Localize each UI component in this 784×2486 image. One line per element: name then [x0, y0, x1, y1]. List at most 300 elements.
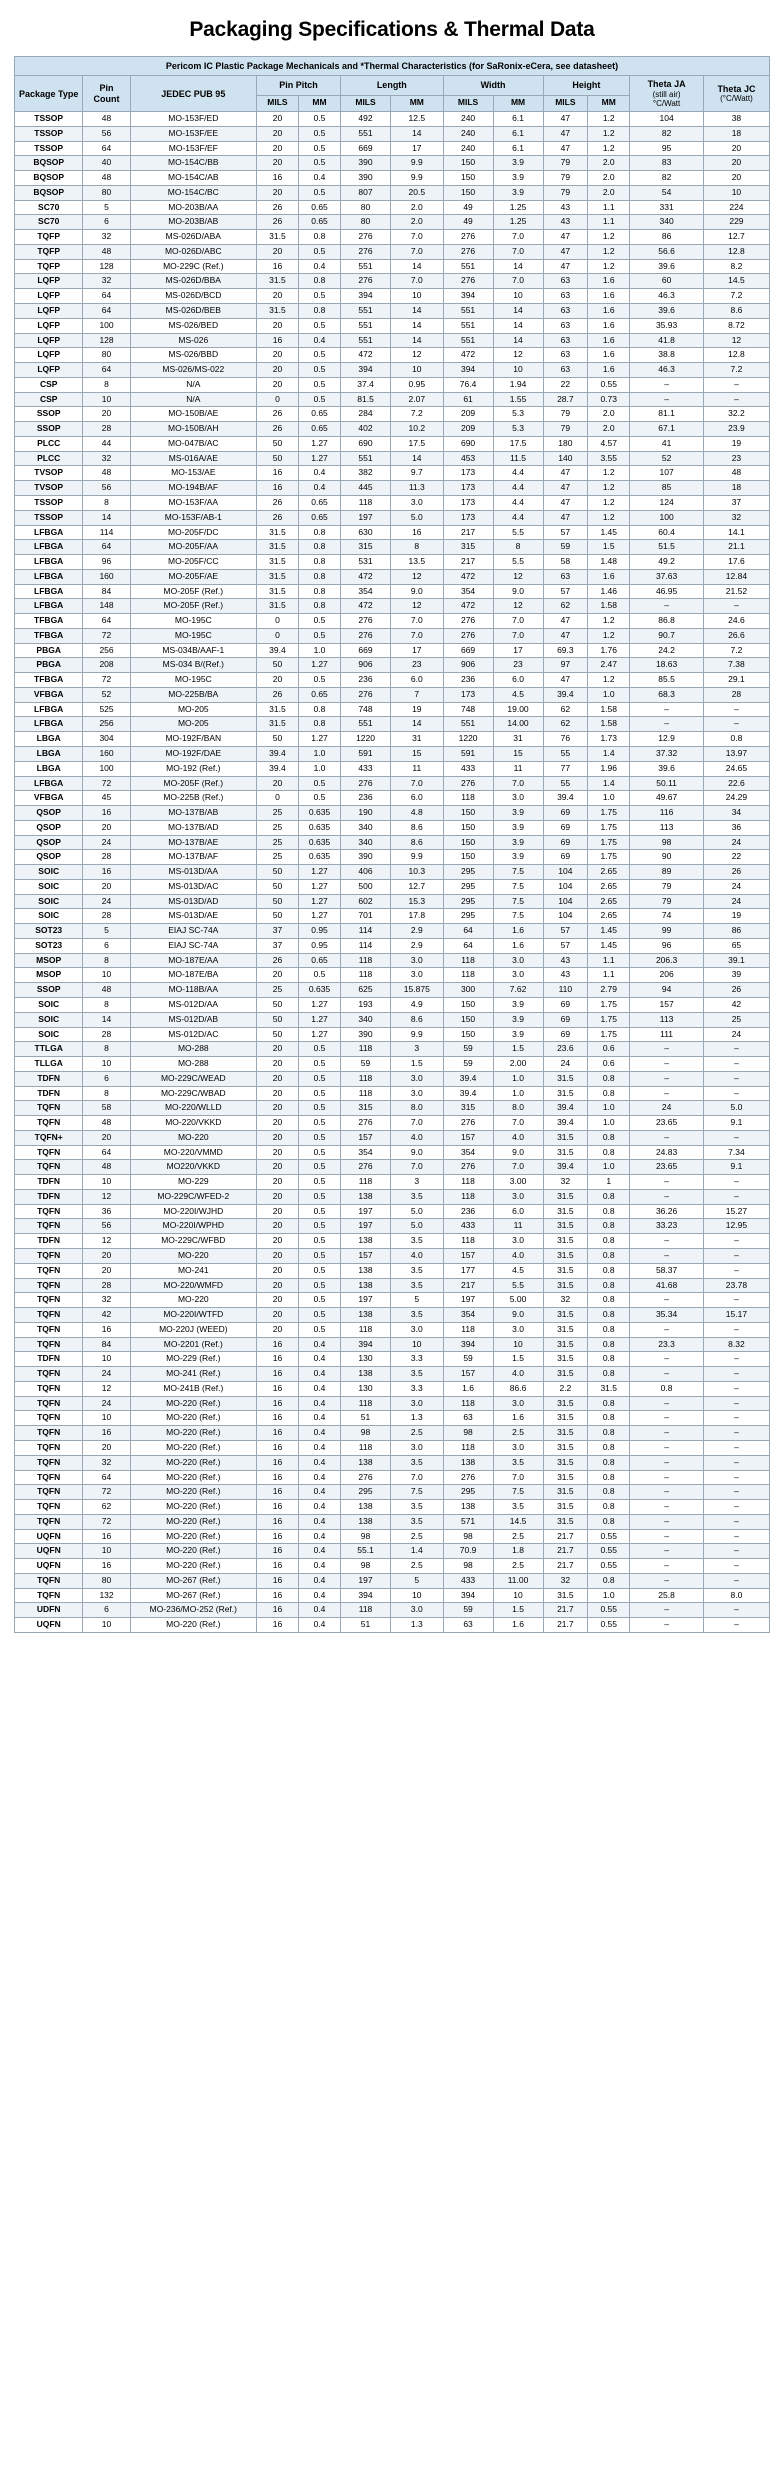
cell-theta-ja: –	[630, 1293, 704, 1308]
cell-pitch-mm: 0.8	[298, 569, 340, 584]
cell-jedec: MO-026D/ABC	[130, 244, 256, 259]
subheader-height-mils: MILS	[543, 95, 588, 111]
cell-theta-ja: 90	[630, 850, 704, 865]
cell-length-mm: 7.0	[391, 628, 444, 643]
cell-length-mils: 197	[341, 510, 391, 525]
cell-height-mils: 47	[543, 126, 588, 141]
cell-width-mils: 63	[443, 1618, 493, 1633]
cell-pin-count: 24	[83, 835, 130, 850]
cell-height-mm: 0.8	[588, 1426, 630, 1441]
cell-theta-ja: 46.3	[630, 363, 704, 378]
cell-jedec: MO-205F/AA	[130, 540, 256, 555]
cell-pitch-mm: 0.5	[298, 185, 340, 200]
cell-length-mm: 7.0	[391, 776, 444, 791]
cell-pin-count: 28	[83, 1027, 130, 1042]
cell-height-mm: 1.1	[588, 215, 630, 230]
cell-width-mils: 906	[443, 658, 493, 673]
cell-width-mm: 14.00	[493, 717, 543, 732]
cell-theta-ja: –	[630, 1175, 704, 1190]
cell-pitch-mils: 16	[256, 466, 298, 481]
cell-width-mils: 236	[443, 1204, 493, 1219]
cell-pin-count: 160	[83, 746, 130, 761]
cell-width-mm: 12	[493, 599, 543, 614]
cell-theta-ja: 81.1	[630, 407, 704, 422]
cell-pitch-mils: 20	[256, 1293, 298, 1308]
cell-height-mils: 62	[543, 702, 588, 717]
cell-jedec: MO-195C	[130, 628, 256, 643]
cell-height-mils: 47	[543, 230, 588, 245]
cell-pitch-mm: 0.8	[298, 230, 340, 245]
cell-pin-count: 148	[83, 599, 130, 614]
cell-theta-ja: 33.23	[630, 1219, 704, 1234]
cell-pitch-mm: 0.4	[298, 466, 340, 481]
cell-theta-jc: –	[703, 1529, 769, 1544]
cell-length-mm: 8.6	[391, 820, 444, 835]
cell-pitch-mm: 1.27	[298, 909, 340, 924]
cell-theta-ja: 206.3	[630, 953, 704, 968]
cell-pin-count: 64	[83, 540, 130, 555]
cell-pitch-mm: 0.4	[298, 1573, 340, 1588]
cell-theta-ja: 41.68	[630, 1278, 704, 1293]
cell-jedec: MS-026D/ABA	[130, 230, 256, 245]
cell-pin-count: 80	[83, 185, 130, 200]
cell-theta-jc: 23	[703, 451, 769, 466]
cell-length-mils: 118	[341, 1042, 391, 1057]
cell-pin-count: 32	[83, 230, 130, 245]
cell-width-mm: 12	[493, 569, 543, 584]
cell-theta-ja: 157	[630, 998, 704, 1013]
cell-length-mm: 3.0	[391, 1440, 444, 1455]
cell-height-mm: 1.45	[588, 938, 630, 953]
cell-pitch-mm: 0.4	[298, 1455, 340, 1470]
cell-length-mm: 14	[391, 451, 444, 466]
cell-height-mils: 31.5	[543, 1455, 588, 1470]
cell-package-type: CSP	[15, 377, 83, 392]
cell-pitch-mils: 16	[256, 1352, 298, 1367]
cell-height-mils: 47	[543, 141, 588, 156]
cell-length-mm: 1.4	[391, 1544, 444, 1559]
table-row	[15, 555, 770, 570]
table-header	[15, 57, 770, 112]
cell-pin-count: 8	[83, 953, 130, 968]
cell-height-mils: 21.7	[543, 1544, 588, 1559]
cell-theta-ja: 46.3	[630, 289, 704, 304]
cell-pin-count: 32	[83, 451, 130, 466]
cell-length-mm: 7.0	[391, 614, 444, 629]
cell-width-mils: 98	[443, 1559, 493, 1574]
cell-width-mm: 5.3	[493, 407, 543, 422]
cell-height-mm: 0.8	[588, 1189, 630, 1204]
cell-width-mm: 3.9	[493, 835, 543, 850]
cell-package-type: LFBGA	[15, 717, 83, 732]
cell-width-mm: 3.9	[493, 820, 543, 835]
cell-theta-ja: –	[630, 702, 704, 717]
cell-pin-count: 208	[83, 658, 130, 673]
cell-length-mm: 6.0	[391, 791, 444, 806]
cell-height-mils: 31.5	[543, 1234, 588, 1249]
cell-pitch-mm: 0.4	[298, 1396, 340, 1411]
cell-theta-jc: 12.7	[703, 230, 769, 245]
cell-pin-count: 256	[83, 643, 130, 658]
cell-theta-jc: 38	[703, 112, 769, 127]
cell-length-mm: 10.3	[391, 865, 444, 880]
cell-length-mils: 138	[341, 1514, 391, 1529]
cell-width-mils: 1.6	[443, 1381, 493, 1396]
cell-length-mils: 51	[341, 1618, 391, 1633]
cell-pitch-mm: 0.5	[298, 244, 340, 259]
header-pin-count: Pin Count	[83, 76, 130, 112]
cell-theta-ja: 23.65	[630, 1116, 704, 1131]
cell-theta-jc: –	[703, 702, 769, 717]
table-row	[15, 717, 770, 732]
cell-height-mils: 69	[543, 835, 588, 850]
cell-jedec: MO-236/MO-252 (Ref.)	[130, 1603, 256, 1618]
cell-height-mm: 1.6	[588, 318, 630, 333]
cell-width-mils: 150	[443, 185, 493, 200]
cell-pitch-mils: 20	[256, 1308, 298, 1323]
cell-length-mm: 3.5	[391, 1367, 444, 1382]
cell-length-mils: 354	[341, 584, 391, 599]
cell-pitch-mils: 20	[256, 348, 298, 363]
cell-width-mm: 31	[493, 732, 543, 747]
cell-length-mils: 551	[341, 333, 391, 348]
cell-height-mils: 47	[543, 628, 588, 643]
cell-height-mm: 1.75	[588, 820, 630, 835]
cell-pin-count: 84	[83, 584, 130, 599]
cell-pitch-mils: 0	[256, 392, 298, 407]
cell-width-mm: 4.0	[493, 1367, 543, 1382]
cell-pitch-mm: 0.5	[298, 968, 340, 983]
cell-length-mm: 23	[391, 658, 444, 673]
cell-height-mils: 43	[543, 215, 588, 230]
cell-pitch-mils: 16	[256, 171, 298, 186]
cell-width-mils: 150	[443, 1027, 493, 1042]
cell-width-mils: 197	[443, 1293, 493, 1308]
cell-theta-jc: 23.9	[703, 422, 769, 437]
cell-theta-jc: –	[703, 1057, 769, 1072]
cell-height-mils: 63	[543, 289, 588, 304]
cell-pin-count: 48	[83, 983, 130, 998]
cell-width-mils: 315	[443, 1101, 493, 1116]
cell-length-mils: 236	[341, 791, 391, 806]
cell-pin-count: 10	[83, 392, 130, 407]
cell-height-mils: 31.5	[543, 1470, 588, 1485]
cell-width-mils: 138	[443, 1455, 493, 1470]
cell-width-mm: 3.0	[493, 1189, 543, 1204]
cell-pitch-mils: 31.5	[256, 717, 298, 732]
cell-theta-ja: –	[630, 1234, 704, 1249]
cell-height-mils: 63	[543, 348, 588, 363]
cell-length-mils: 906	[341, 658, 391, 673]
cell-pin-count: 64	[83, 1145, 130, 1160]
cell-length-mils: 315	[341, 540, 391, 555]
cell-pitch-mils: 20	[256, 289, 298, 304]
cell-length-mm: 11.3	[391, 481, 444, 496]
cell-width-mils: 472	[443, 599, 493, 614]
cell-pin-count: 72	[83, 776, 130, 791]
cell-length-mm: 3.0	[391, 1396, 444, 1411]
cell-length-mm: 2.9	[391, 924, 444, 939]
cell-theta-jc: 48	[703, 466, 769, 481]
cell-pitch-mm: 0.5	[298, 1249, 340, 1264]
cell-height-mm: 1.6	[588, 569, 630, 584]
cell-width-mils: 433	[443, 1219, 493, 1234]
cell-package-type: TQFN	[15, 1293, 83, 1308]
cell-length-mils: 531	[341, 555, 391, 570]
cell-theta-jc: 25	[703, 1012, 769, 1027]
cell-length-mm: 17	[391, 643, 444, 658]
cell-height-mm: 1.75	[588, 835, 630, 850]
cell-width-mm: 3.9	[493, 1027, 543, 1042]
cell-width-mils: 571	[443, 1514, 493, 1529]
cell-height-mm: 1.6	[588, 274, 630, 289]
table-row	[15, 540, 770, 555]
cell-width-mils: 295	[443, 894, 493, 909]
cell-pitch-mm: 0.65	[298, 407, 340, 422]
cell-theta-ja: –	[630, 1470, 704, 1485]
cell-width-mils: 551	[443, 304, 493, 319]
cell-height-mils: 31.5	[543, 1189, 588, 1204]
cell-length-mm: 3.5	[391, 1455, 444, 1470]
cell-pitch-mm: 0.5	[298, 1293, 340, 1308]
cell-package-type: LQFP	[15, 333, 83, 348]
cell-package-type: TQFN+	[15, 1130, 83, 1145]
cell-length-mils: 138	[341, 1500, 391, 1515]
cell-pin-count: 5	[83, 924, 130, 939]
table-row	[15, 909, 770, 924]
cell-pitch-mm: 0.4	[298, 259, 340, 274]
cell-package-type: BQSOP	[15, 185, 83, 200]
cell-length-mm: 2.0	[391, 215, 444, 230]
cell-pin-count: 48	[83, 1160, 130, 1175]
cell-height-mm: 1.2	[588, 112, 630, 127]
cell-theta-jc: –	[703, 717, 769, 732]
cell-length-mils: 551	[341, 259, 391, 274]
table-row	[15, 1042, 770, 1057]
cell-height-mils: 110	[543, 983, 588, 998]
cell-theta-jc: –	[703, 1189, 769, 1204]
cell-pitch-mils: 31.5	[256, 525, 298, 540]
cell-package-type: TQFN	[15, 1263, 83, 1278]
cell-pitch-mm: 0.5	[298, 1263, 340, 1278]
cell-pitch-mils: 20	[256, 363, 298, 378]
cell-height-mils: 79	[543, 156, 588, 171]
cell-package-type: SOIC	[15, 1027, 83, 1042]
cell-jedec: MS-012D/AA	[130, 998, 256, 1013]
cell-theta-jc: –	[703, 1426, 769, 1441]
cell-package-type: TSSOP	[15, 141, 83, 156]
cell-pin-count: 16	[83, 1529, 130, 1544]
cell-theta-ja: 85	[630, 481, 704, 496]
cell-theta-ja: –	[630, 1057, 704, 1072]
cell-height-mils: 28.7	[543, 392, 588, 407]
cell-theta-jc: –	[703, 1071, 769, 1086]
cell-pitch-mils: 16	[256, 1500, 298, 1515]
cell-width-mils: 276	[443, 1116, 493, 1131]
table-row	[15, 1573, 770, 1588]
cell-length-mm: 3.0	[391, 1086, 444, 1101]
cell-pitch-mm: 0.4	[298, 1352, 340, 1367]
cell-theta-ja: 24.83	[630, 1145, 704, 1160]
cell-height-mm: 1.2	[588, 230, 630, 245]
cell-width-mm: 4.5	[493, 687, 543, 702]
cell-length-mils: 394	[341, 289, 391, 304]
cell-height-mils: 39.4	[543, 1101, 588, 1116]
cell-width-mm: 14	[493, 318, 543, 333]
cell-package-type: LBGA	[15, 732, 83, 747]
cell-pitch-mm: 0.65	[298, 510, 340, 525]
cell-width-mm: 9.0	[493, 1308, 543, 1323]
cell-height-mm: 1.2	[588, 126, 630, 141]
table-row	[15, 141, 770, 156]
cell-jedec: MO-229C/WFBD	[130, 1234, 256, 1249]
table-row	[15, 1337, 770, 1352]
cell-height-mils: 31.5	[543, 1411, 588, 1426]
cell-length-mm: 12	[391, 599, 444, 614]
cell-length-mils: 276	[341, 1470, 391, 1485]
cell-width-mils: 118	[443, 1396, 493, 1411]
table-row	[15, 658, 770, 673]
cell-pin-count: 28	[83, 1278, 130, 1293]
packaging-specifications-table	[14, 56, 770, 1633]
cell-pin-count: 16	[83, 1426, 130, 1441]
table-row	[15, 850, 770, 865]
cell-pitch-mils: 20	[256, 318, 298, 333]
cell-width-mm: 1.0	[493, 1086, 543, 1101]
cell-height-mm: 1.0	[588, 791, 630, 806]
cell-pin-count: 5	[83, 200, 130, 215]
cell-jedec: MO-241B (Ref.)	[130, 1381, 256, 1396]
table-row	[15, 953, 770, 968]
cell-height-mm: 1.0	[588, 1588, 630, 1603]
cell-length-mils: 118	[341, 1175, 391, 1190]
cell-package-type: TQFN	[15, 1440, 83, 1455]
cell-theta-ja: 41	[630, 436, 704, 451]
cell-width-mils: 217	[443, 525, 493, 540]
table-row	[15, 894, 770, 909]
cell-theta-jc: 24.65	[703, 761, 769, 776]
cell-package-type: TQFN	[15, 1588, 83, 1603]
cell-package-type: TQFP	[15, 259, 83, 274]
cell-width-mm: 7.0	[493, 614, 543, 629]
cell-height-mils: 104	[543, 879, 588, 894]
cell-height-mm: 1.58	[588, 717, 630, 732]
cell-theta-ja: 90.7	[630, 628, 704, 643]
cell-width-mils: 240	[443, 126, 493, 141]
cell-width-mils: 433	[443, 761, 493, 776]
cell-height-mils: 57	[543, 525, 588, 540]
table-row	[15, 938, 770, 953]
cell-theta-ja: –	[630, 1367, 704, 1382]
cell-height-mils: 104	[543, 894, 588, 909]
cell-pitch-mm: 0.5	[298, 776, 340, 791]
cell-length-mils: 197	[341, 1293, 391, 1308]
cell-height-mils: 39.4	[543, 791, 588, 806]
cell-package-type: TQFN	[15, 1160, 83, 1175]
cell-length-mils: 394	[341, 1337, 391, 1352]
cell-width-mils: 150	[443, 171, 493, 186]
cell-width-mm: 3.00	[493, 1175, 543, 1190]
cell-pitch-mm: 0.5	[298, 1116, 340, 1131]
cell-theta-jc: –	[703, 1411, 769, 1426]
cell-pitch-mm: 0.8	[298, 555, 340, 570]
cell-package-type: TQFN	[15, 1455, 83, 1470]
cell-theta-jc: 26	[703, 983, 769, 998]
cell-length-mils: 1220	[341, 732, 391, 747]
cell-length-mils: 276	[341, 628, 391, 643]
cell-package-type: TDFN	[15, 1234, 83, 1249]
cell-width-mm: 4.0	[493, 1249, 543, 1264]
cell-jedec: MS-026D/BEB	[130, 304, 256, 319]
cell-pin-count: 58	[83, 1101, 130, 1116]
cell-width-mils: 59	[443, 1603, 493, 1618]
cell-width-mm: 3.0	[493, 1322, 543, 1337]
cell-height-mils: 31.5	[543, 1500, 588, 1515]
cell-package-type: LQFP	[15, 304, 83, 319]
cell-length-mils: 340	[341, 820, 391, 835]
cell-height-mm: 0.8	[588, 1337, 630, 1352]
cell-width-mm: 17.5	[493, 436, 543, 451]
cell-theta-jc: –	[703, 1514, 769, 1529]
cell-package-type: TQFN	[15, 1204, 83, 1219]
cell-width-mm: 7.0	[493, 1116, 543, 1131]
cell-package-type: TQFN	[15, 1381, 83, 1396]
cell-height-mm: 0.8	[588, 1573, 630, 1588]
cell-length-mils: 197	[341, 1219, 391, 1234]
subheader-height-mm: MM	[588, 95, 630, 111]
cell-width-mm: 2.5	[493, 1559, 543, 1574]
cell-width-mm: 8	[493, 540, 543, 555]
cell-height-mm: 1.2	[588, 244, 630, 259]
cell-length-mm: 13.5	[391, 555, 444, 570]
cell-height-mm: 0.8	[588, 1500, 630, 1515]
table-row	[15, 112, 770, 127]
cell-theta-ja: 86.8	[630, 614, 704, 629]
cell-pitch-mm: 0.5	[298, 1042, 340, 1057]
table-row	[15, 1352, 770, 1367]
cell-pin-count: 12	[83, 1234, 130, 1249]
cell-pitch-mils: 39.4	[256, 746, 298, 761]
cell-pitch-mils: 26	[256, 200, 298, 215]
cell-jedec: MS-026D/BCD	[130, 289, 256, 304]
cell-length-mm: 7.0	[391, 274, 444, 289]
cell-pin-count: 28	[83, 422, 130, 437]
cell-package-type: TSSOP	[15, 112, 83, 127]
cell-width-mils: 217	[443, 555, 493, 570]
cell-theta-jc: 24	[703, 835, 769, 850]
header-theta-ja-line3: °C/Watt	[652, 98, 681, 108]
cell-length-mm: 5.0	[391, 1204, 444, 1219]
cell-width-mm: 3.0	[493, 1396, 543, 1411]
cell-length-mm: 4.0	[391, 1249, 444, 1264]
cell-pitch-mils: 16	[256, 1514, 298, 1529]
cell-theta-ja: 37.32	[630, 746, 704, 761]
cell-height-mils: 63	[543, 318, 588, 333]
cell-theta-jc: –	[703, 1440, 769, 1455]
cell-width-mils: 315	[443, 540, 493, 555]
cell-theta-jc: –	[703, 1293, 769, 1308]
cell-theta-jc: 12.95	[703, 1219, 769, 1234]
cell-height-mm: 1.6	[588, 363, 630, 378]
cell-width-mm: 7.0	[493, 628, 543, 643]
cell-height-mm: 1.2	[588, 259, 630, 274]
cell-pin-count: 10	[83, 1057, 130, 1072]
table-row	[15, 1175, 770, 1190]
cell-theta-jc: 24	[703, 894, 769, 909]
cell-theta-jc: 19	[703, 436, 769, 451]
cell-height-mm: 2.0	[588, 422, 630, 437]
cell-length-mm: 12.5	[391, 112, 444, 127]
